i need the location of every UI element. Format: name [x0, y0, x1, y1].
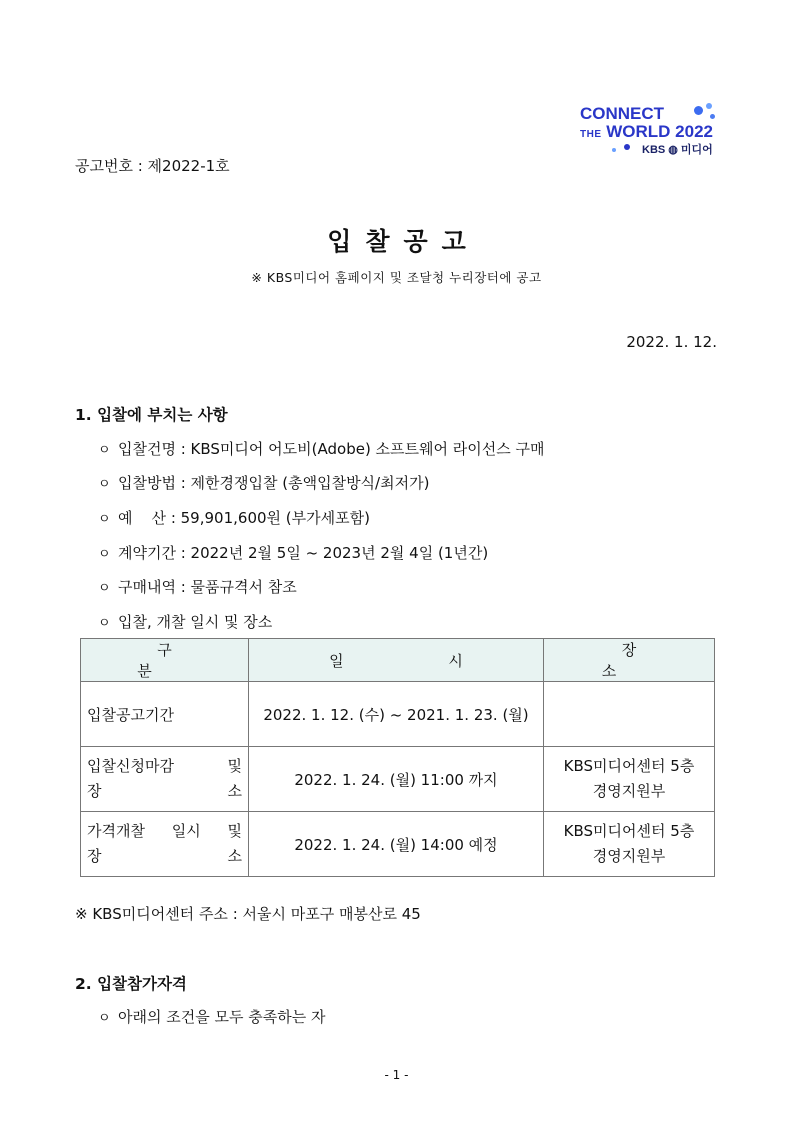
cell-text: 입찰신청마감 및 — [87, 757, 242, 775]
table-cell-place — [544, 747, 715, 812]
logo-line2-small: THE — [580, 129, 602, 140]
list-item-text: 입찰방법 : 제한경쟁입찰 (총액입찰방식/최저가) — [118, 474, 430, 492]
page-number: - 1 - — [384, 1068, 409, 1082]
table-cell-datetime: 2022. 1. 24. (월) 11:00 까지 — [249, 747, 544, 812]
header-label: 구 분 — [137, 641, 212, 680]
header-label: 장 소 — [601, 641, 677, 680]
list-item-text: 입찰건명 : KBS미디어 어도비(Adobe) 소프트웨어 라이선스 구매 — [118, 440, 545, 458]
logo-dot-icon — [710, 114, 715, 119]
cell-text: 경영지원부 — [592, 847, 666, 865]
bullet-icon: ㅇ — [98, 1011, 111, 1026]
table-row — [81, 747, 715, 812]
logo-line2 — [580, 122, 713, 142]
table-header-cell — [544, 639, 715, 682]
logo-line1: CONNECT — [580, 104, 665, 123]
table-cell-label — [81, 747, 249, 812]
notice-date: 2022. 1. 12. — [626, 333, 717, 351]
table-cell-datetime: 2022. 1. 12. (수) ~ 2021. 1. 23. (월) — [249, 682, 544, 747]
list-item — [98, 611, 272, 632]
table-cell-place — [544, 682, 715, 747]
table-header-cell — [249, 639, 544, 682]
list-item-text: 입찰, 개찰 일시 및 장소 — [118, 613, 273, 631]
list-item — [98, 507, 370, 528]
cell-text: KBS미디어센터 5층 — [563, 757, 695, 775]
table-cell-datetime: 2022. 1. 24. (월) 14:00 예정 — [249, 812, 544, 877]
address-note: ※ KBS미디어센터 주소 : 서울시 마포구 매봉산로 45 — [75, 905, 421, 923]
bullet-icon: ㅇ — [98, 512, 111, 527]
logo-dot-icon — [694, 106, 703, 115]
table-header-cell — [81, 639, 249, 682]
list-item-text: 아래의 조건을 모두 충족하는 자 — [118, 1008, 326, 1026]
table-cell-label — [81, 682, 249, 747]
section1-heading: 1. 입찰에 부치는 사항 — [75, 406, 228, 424]
bullet-icon: ㅇ — [98, 547, 111, 562]
page-title: 입찰공고 — [327, 227, 480, 256]
bullet-icon: ㅇ — [98, 616, 111, 631]
table-cell-place — [544, 812, 715, 877]
list-item — [98, 1006, 325, 1027]
list-item — [98, 542, 488, 563]
list-item-text: 구매내역 : 물품규격서 참조 — [118, 578, 297, 596]
bullet-icon: ㅇ — [98, 477, 111, 492]
list-item-text: 계약기간 : 2022년 2월 5일 ~ 2023년 2월 4일 (1년간) — [118, 544, 489, 562]
cell-text: 장 소 — [87, 782, 242, 800]
logo-dot-icon — [612, 148, 616, 152]
section2-heading: 2. 입찰참가자격 — [75, 975, 187, 993]
list-item-text: 예 산 : 59,901,600원 (부가세포함) — [118, 509, 370, 527]
logo-dot-icon — [706, 103, 712, 109]
cell-text: 입찰공고기간 — [87, 705, 174, 724]
logo-dot-icon — [624, 144, 630, 150]
table-row — [81, 812, 715, 877]
table-cell-label — [81, 812, 249, 877]
logo-line2-main: WORLD 2022 — [606, 122, 713, 141]
subtitle: ※ KBS미디어 홈페이지 및 조달청 누리장터에 공고 — [251, 270, 542, 285]
header-label: 일 시 — [329, 651, 513, 670]
notice-number: 공고번호 : 제2022-1호 — [75, 157, 230, 175]
schedule-table — [80, 638, 715, 877]
cell-text: 가격개찰 일시 및 — [87, 822, 242, 840]
list-item — [98, 576, 297, 597]
table-header-row — [81, 639, 715, 682]
logo-line3: KBS ◍ 미디어 — [642, 144, 713, 156]
cell-text: 장 소 — [87, 847, 242, 865]
list-item — [98, 472, 429, 493]
bullet-icon: ㅇ — [98, 581, 111, 596]
connect-the-world-logo — [578, 100, 723, 160]
cell-text: KBS미디어센터 5층 — [563, 822, 695, 840]
list-item — [98, 438, 545, 459]
table-row — [81, 682, 715, 747]
bullet-icon: ㅇ — [98, 443, 111, 458]
cell-text: 경영지원부 — [592, 782, 666, 800]
